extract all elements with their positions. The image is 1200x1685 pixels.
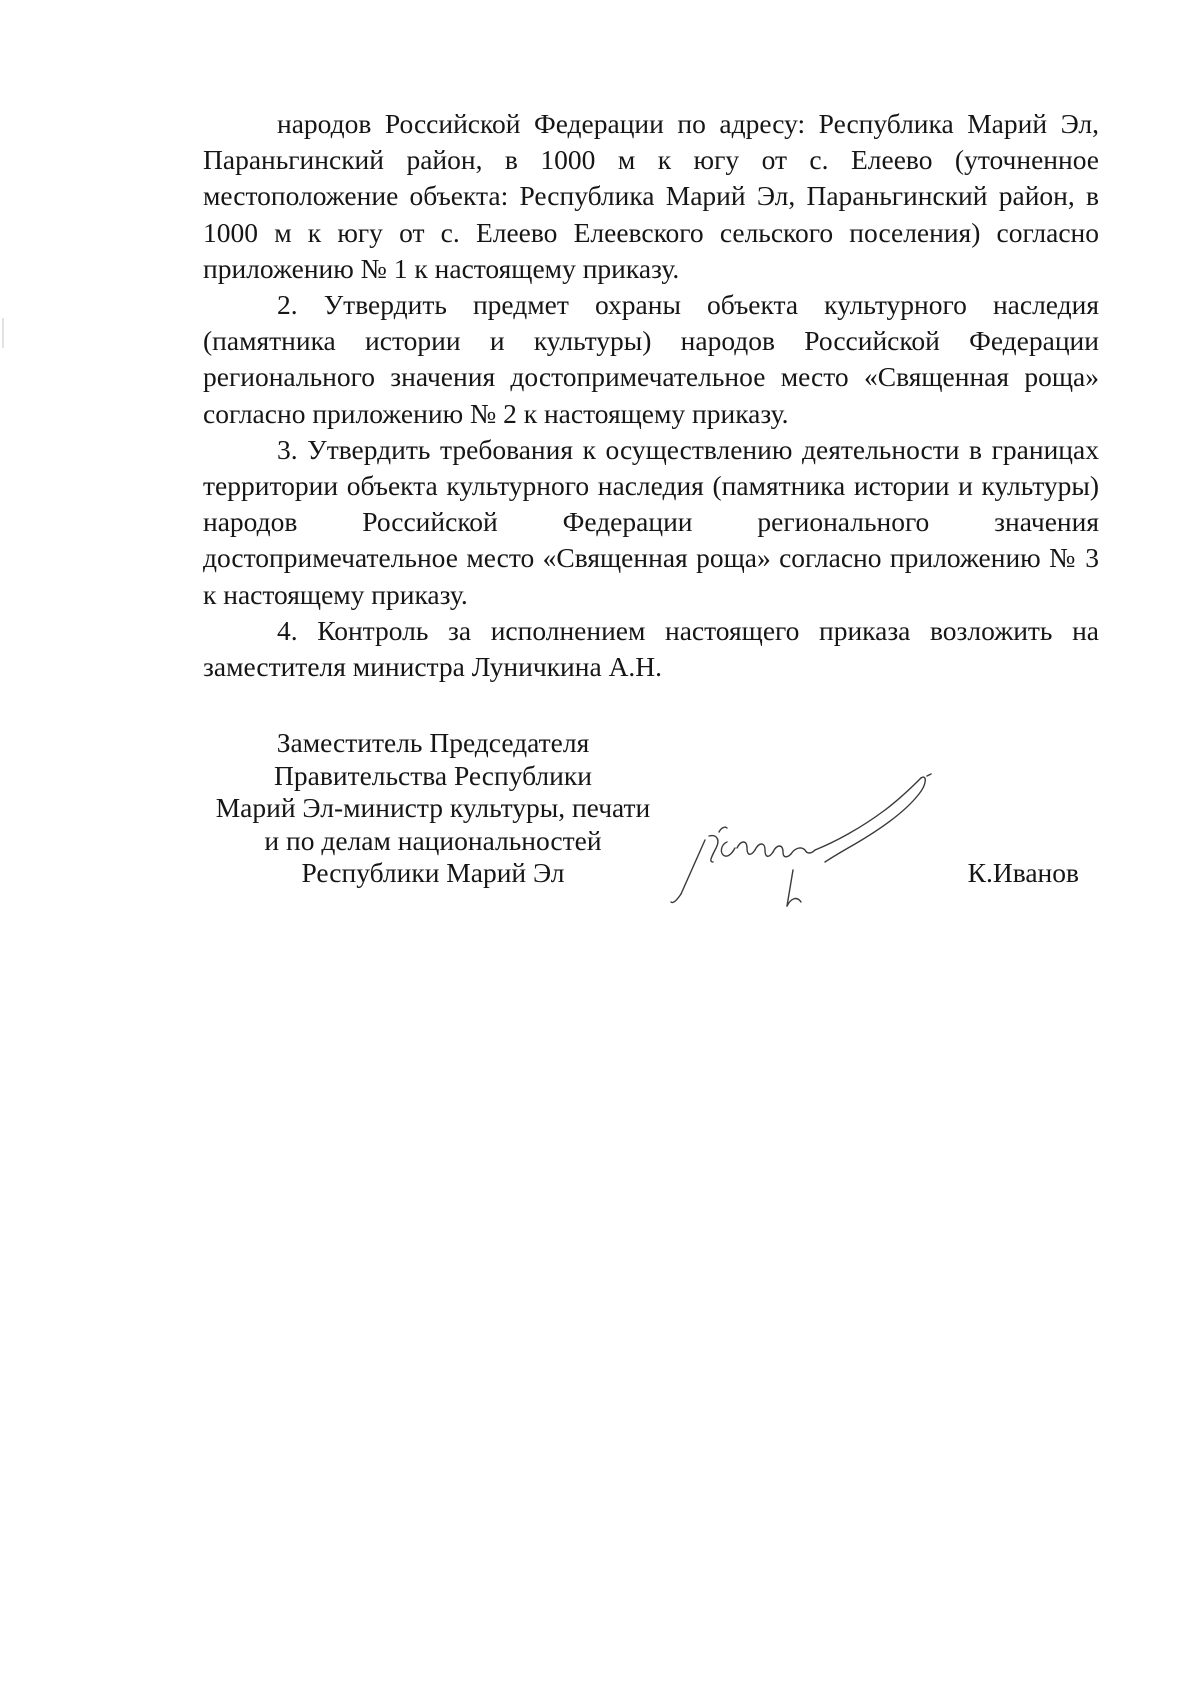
signer-title-line: Правительства Республики bbox=[274, 759, 592, 791]
signer-title-line: Марий Эл-министр культуры, печати bbox=[215, 792, 651, 823]
signer-title-line: Республики Марий Эл bbox=[301, 857, 565, 888]
paragraph-item-3: 3. Утвердить требования к осуществлению деятельности в границах территории объекта культурного наследия (памятника истории и культуры) народов Российской Федерации регионального значения достопримечательное место «Священная роща» согласно приложению № 3 к настоящему приказу. bbox=[203, 433, 1099, 610]
signer-title-line: Заместитель Председателя bbox=[276, 727, 590, 758]
signer-name: К.Иванов bbox=[967, 857, 1079, 888]
signer-title bbox=[203, 727, 663, 890]
signature-block bbox=[203, 727, 1099, 887]
paragraph-continuation: народов Российской Федерации по адресу: Республика Марий Эл, Параньгинский район, в 1000 м к югу от с. Елеево (уточненное местоположение объекта: Республика Марий Эл, Параньгинский район, в 1000 м к югу от с. Елеево Елеевского сельского поселения) согласно приложению № 1 к настоящему приказу. bbox=[203, 108, 1099, 284]
signer-title-line: и по делам национальностей bbox=[264, 824, 602, 856]
handwritten-signature bbox=[665, 770, 955, 920]
document-body bbox=[203, 106, 1099, 685]
paragraph-item-4: 4. Контроль за исполнением настоящего приказа возложить на заместителя министра Луничкина А.Н. bbox=[203, 614, 1099, 683]
paragraph-item-2: 2. Утвердить предмет охраны объекта культурного наследия (памятника истории и культуры) народов Российской Федерации регионального значения достопримечательное место «Священная роща» согласно приложению № 2 к настоящему приказу. bbox=[203, 289, 1099, 429]
scan-margin-mark bbox=[2, 318, 4, 348]
